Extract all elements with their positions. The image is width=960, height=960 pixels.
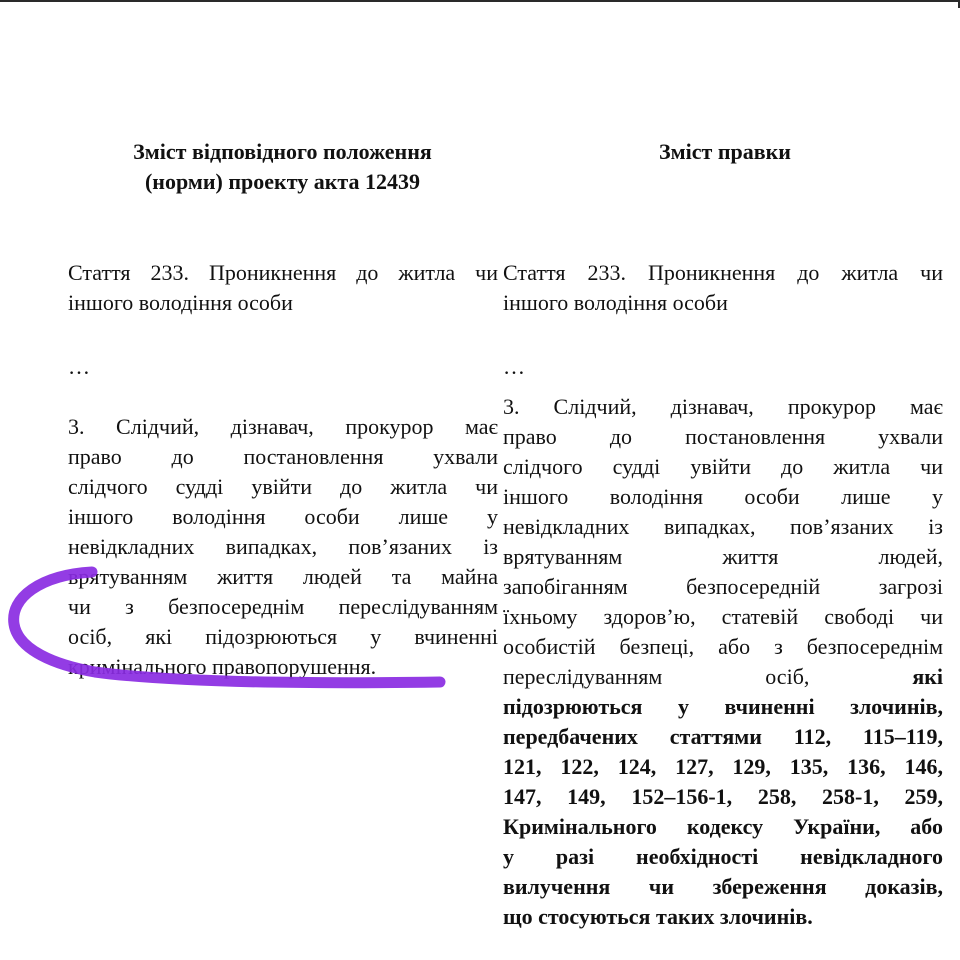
right-article-line-1: Стаття 233. Проникнення до житла чи [503, 260, 943, 285]
right-p3-line: іншого володіння особи лише у [503, 484, 943, 509]
left-header-line-2: (норми) проекту акта 12439 [144, 169, 420, 194]
right-article-title [503, 258, 943, 318]
left-paragraph-3 [68, 412, 498, 682]
right-column-header [505, 137, 945, 167]
right-p3-bold-line: вилучення чи збереження доказів, [503, 874, 943, 899]
right-ellipsis: … [503, 354, 525, 379]
left-article-title [68, 258, 498, 318]
right-p3-line: 3. Слідчий, дізнавач, прокурор має [503, 394, 943, 419]
left-p3-line: невідкладних випадках, пов’язаних із [68, 534, 498, 559]
right-p3-line: їхньому здоров’ю, статевій свободі чи [503, 604, 943, 629]
right-p3-line: запобіганням безпосередній загрозі [503, 574, 943, 599]
right-p3-line: врятуванням життя людей, [503, 544, 943, 569]
left-p3-line: чи з безпосереднім переслідуванням [68, 594, 498, 619]
left-p3-line: слідчого судді увійти до житла чи [68, 474, 498, 499]
left-article-line-1: Стаття 233. Проникнення до житла чи [68, 260, 498, 285]
right-p3-line: особистій безпеці, або з безпосереднім [503, 634, 943, 659]
right-p3-bold-line: у разі необхідності невідкладного [503, 844, 943, 869]
right-header-title: Зміст правки [659, 139, 791, 164]
right-p3-line: право до постановлення ухвали [503, 424, 943, 449]
right-p3-bold-line: що стосуються таких злочинів. [503, 904, 813, 929]
right-p3-mixed-bold: які [912, 664, 944, 689]
right-p3-line: слідчого судді увійти до житла чи [503, 454, 943, 479]
top-border [0, 0, 960, 2]
right-p3-bold-line: Кримінального кодексу України, або [503, 814, 943, 839]
left-p3-line: 3. Слідчий, дізнавач, прокурор має [68, 414, 498, 439]
right-article-line-2: іншого володіння особи [503, 290, 728, 315]
right-p3-line: невідкладних випадках, пов’язаних із [503, 514, 943, 539]
left-p3-line: право до постановлення ухвали [68, 444, 498, 469]
left-p3-line: іншого володіння особи лише у [68, 504, 498, 529]
right-p3-bold-line: підозрюються у вчиненні злочинів, [503, 694, 943, 719]
right-p3-mixed-line [503, 662, 943, 692]
right-p3-bold-line: 147, 149, 152–156-1, 258, 258-1, 259, [503, 784, 943, 809]
right-p3-bold-line: 121, 122, 124, 127, 129, 135, 136, 146, [503, 754, 943, 779]
left-p3-line: осіб, які підозрюються у вчиненні [68, 624, 498, 649]
left-p3-line: врятуванням життя людей та майна [68, 564, 498, 589]
left-article-line-2: іншого володіння особи [68, 290, 293, 315]
right-paragraph-3 [503, 392, 943, 932]
left-p3-line: кримінального правопорушення. [68, 654, 377, 679]
left-ellipsis: … [68, 354, 90, 379]
right-p3-bold-line: передбачених статтями 112, 115–119, [503, 724, 943, 749]
right-p3-mixed-regular: переслідуванням осіб, [503, 664, 810, 689]
left-header-line-1: Зміст відповідного положення [133, 139, 432, 164]
left-column-header [70, 137, 495, 197]
